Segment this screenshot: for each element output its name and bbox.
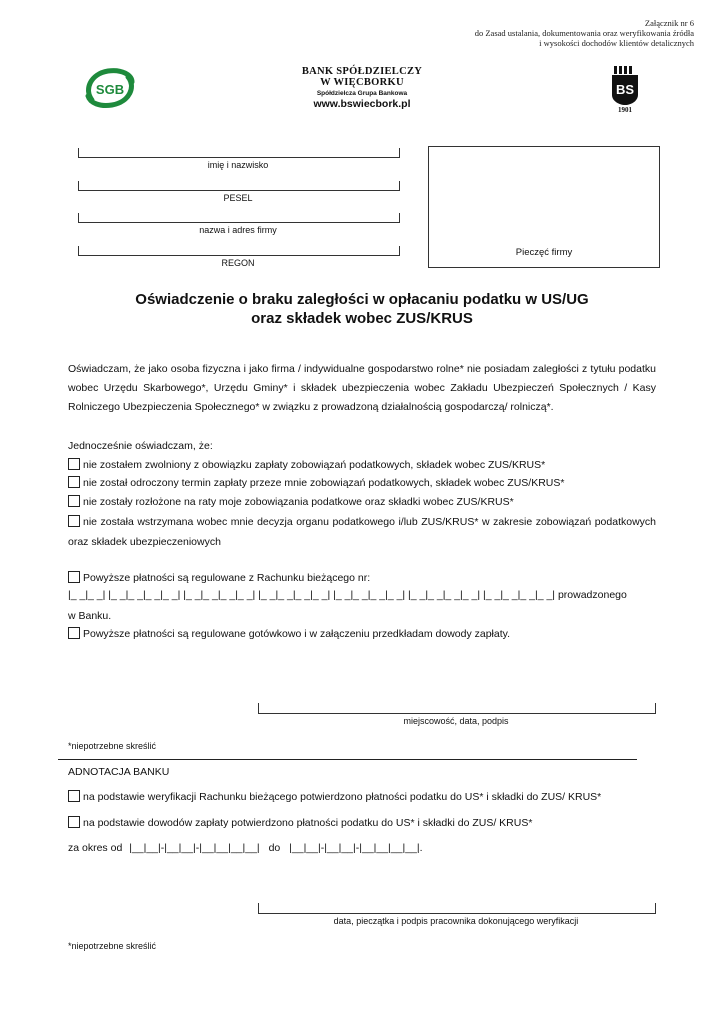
attachment-line-1: Załącznik nr 6 (644, 18, 694, 28)
pesel-label: PESEL (223, 193, 253, 203)
account-number-row (68, 589, 627, 601)
payment-account-checkbox[interactable] (68, 571, 80, 583)
period-from-label: za okres od (68, 842, 123, 854)
pesel-field[interactable] (78, 181, 400, 191)
signature-label: miejscowość, data, podpis (403, 716, 509, 726)
declaration-item-4 (68, 512, 656, 552)
bank-name-line-1: BANK SPÓŁDZIELCZY (301, 66, 423, 77)
bank-annotation-item-2 (68, 814, 658, 832)
declaration-item-1 (68, 456, 658, 474)
attachment-line-2: do Zasad ustalania, dokumentowania oraz weryfikowania źródła (474, 28, 694, 38)
period-to-label: do (268, 842, 281, 854)
bank-website: www.bswiecbork.pl (313, 98, 411, 110)
employee-signature-field[interactable] (258, 903, 656, 914)
declaration-checkbox-3[interactable] (68, 495, 80, 507)
declaration-item-2 (68, 474, 658, 492)
bank-annotation-heading: ADNOTACJA BANKU (68, 766, 170, 778)
attachment-note (475, 18, 694, 48)
title-line-2: oraz składek wobec ZUS/KRUS (251, 310, 473, 327)
period-row (68, 839, 658, 857)
declaration-item-3 (68, 493, 658, 511)
account-suffix: prowadzonego (557, 589, 627, 601)
declaration-item-3-text: nie zostały rozłożone na raty moje zobowiązania podatkowe oraz składki wobec ZUS/KRUS* (83, 496, 514, 508)
bank-name-line-2: W WIĘCBORKU (320, 77, 404, 88)
attachment-line-3: i wysokości dochodów klientów detalicznych (539, 38, 694, 48)
period-to-date[interactable]: |__|__|-|__|__|-|__|__|__|__|. (289, 842, 423, 854)
company-stamp-box[interactable] (428, 146, 660, 268)
employee-signature-label: data, pieczątka i podpis pracownika dokonującego weryfikacji (333, 916, 579, 926)
footnote-2: *niepotrzebne skreślić (68, 941, 157, 951)
payment-cash-checkbox[interactable] (68, 627, 80, 639)
account-number-boxes[interactable]: |_ _|_ _| |_ _|_ _|_ _|_ _| |_ _|_ _|_ _|_ _| |_ _|_ _|_ _|_ _| |_ _|_ _|_ _|_ _| |_ _|_ _|_ _|_ _| |_ _|_ _|_ _|_ _| (68, 589, 556, 601)
section-divider (58, 759, 637, 760)
footnote-1: *niepotrzebne skreślić (68, 741, 157, 751)
payment-account-option (68, 569, 658, 587)
declaration-checkbox-4[interactable] (68, 515, 80, 527)
name-field[interactable] (78, 148, 400, 158)
payment-cash-text: Powyższe płatności są regulowane gotówkowo i w załączeniu przedkładam dowody zapłaty. (83, 628, 511, 640)
bank-annotation-item-2-text: na podstawie dowodów zapłaty potwierdzono płatności podatku do US* i składki do ZUS/ KRUS* (83, 817, 533, 829)
regon-label: REGON (221, 258, 255, 268)
name-label: imię i nazwisko (207, 160, 269, 170)
company-stamp-label: Pieczęć firmy (515, 247, 573, 258)
bank-annotation-checkbox-1[interactable] (68, 790, 80, 802)
payment-account-text: Powyższe płatności są regulowane z Rachunku bieżącego nr: (83, 572, 371, 584)
bs-logo (611, 65, 639, 113)
bank-annotation-item-1 (68, 788, 658, 806)
period-from-date[interactable]: |__|__|-|__|__|-|__|__|__|__| (129, 842, 260, 854)
signature-field[interactable] (258, 703, 656, 714)
payment-cash-option (68, 625, 658, 643)
company-field[interactable] (78, 213, 400, 223)
declaration-checkbox-1[interactable] (68, 458, 80, 470)
bs-logo-text: BS (615, 82, 635, 97)
bank-heading (282, 66, 442, 110)
company-label: nazwa i adres firmy (199, 225, 277, 235)
declaration-checkbox-2[interactable] (68, 476, 80, 488)
document-title (0, 290, 724, 328)
bank-group: Spółdzielcza Grupa Bankowa (316, 90, 408, 97)
title-line-1: Oświadczenie o braku zaległości w opłacaniu podatku w US/UG (135, 291, 589, 308)
bs-logo-year: 1901 (618, 106, 632, 113)
account-suffix-2: w Banku. (68, 610, 112, 622)
declaration-item-1-text: nie zostałem zwolniony z obowiązku zapłaty zobowiązań podatkowych, składek wobec ZUS/KRUS* (83, 459, 546, 471)
bank-annotation-item-1-text: na podstawie weryfikacji Rachunku bieżącego potwierdzono płatności podatku do US* i składki do ZUS/ KRUS* (83, 791, 602, 803)
sgb-logo-text: SGB (95, 82, 125, 97)
regon-field[interactable] (78, 246, 400, 256)
declaration-item-2-text: nie został odroczony termin zapłaty przeze mnie zobowiązań podatkowych, składek wobec ZUS/KRUS* (83, 477, 565, 489)
bank-annotation-checkbox-2[interactable] (68, 816, 80, 828)
declaration-paragraph: Oświadczam, że jako osoba fizyczna i jako firma / indywidualne gospodarstwo rolne* nie posiadam zaległości z tytułu podatku wobec Urzędu Skarbowego*, Urzędu Gminy* i składek ubezpieczenia wobec Zakładu Ubezpieczeń Społecznych / Kasy Rolniczego Ubezpieczenia Społecznego* w związku z prowadzoną działalnością gospodarczą/ rolniczą*. (68, 363, 656, 414)
sgb-logo (82, 66, 138, 110)
declaration-also: Jednocześnie oświadczam, że: (68, 440, 213, 452)
declaration-item-4-text: nie została wstrzymana wobec mnie decyzja organu podatkowego i/lub ZUS/KRUS* w zakresie zobowiązań podatkowych oraz składek ubezpieczeniowych (68, 516, 656, 548)
